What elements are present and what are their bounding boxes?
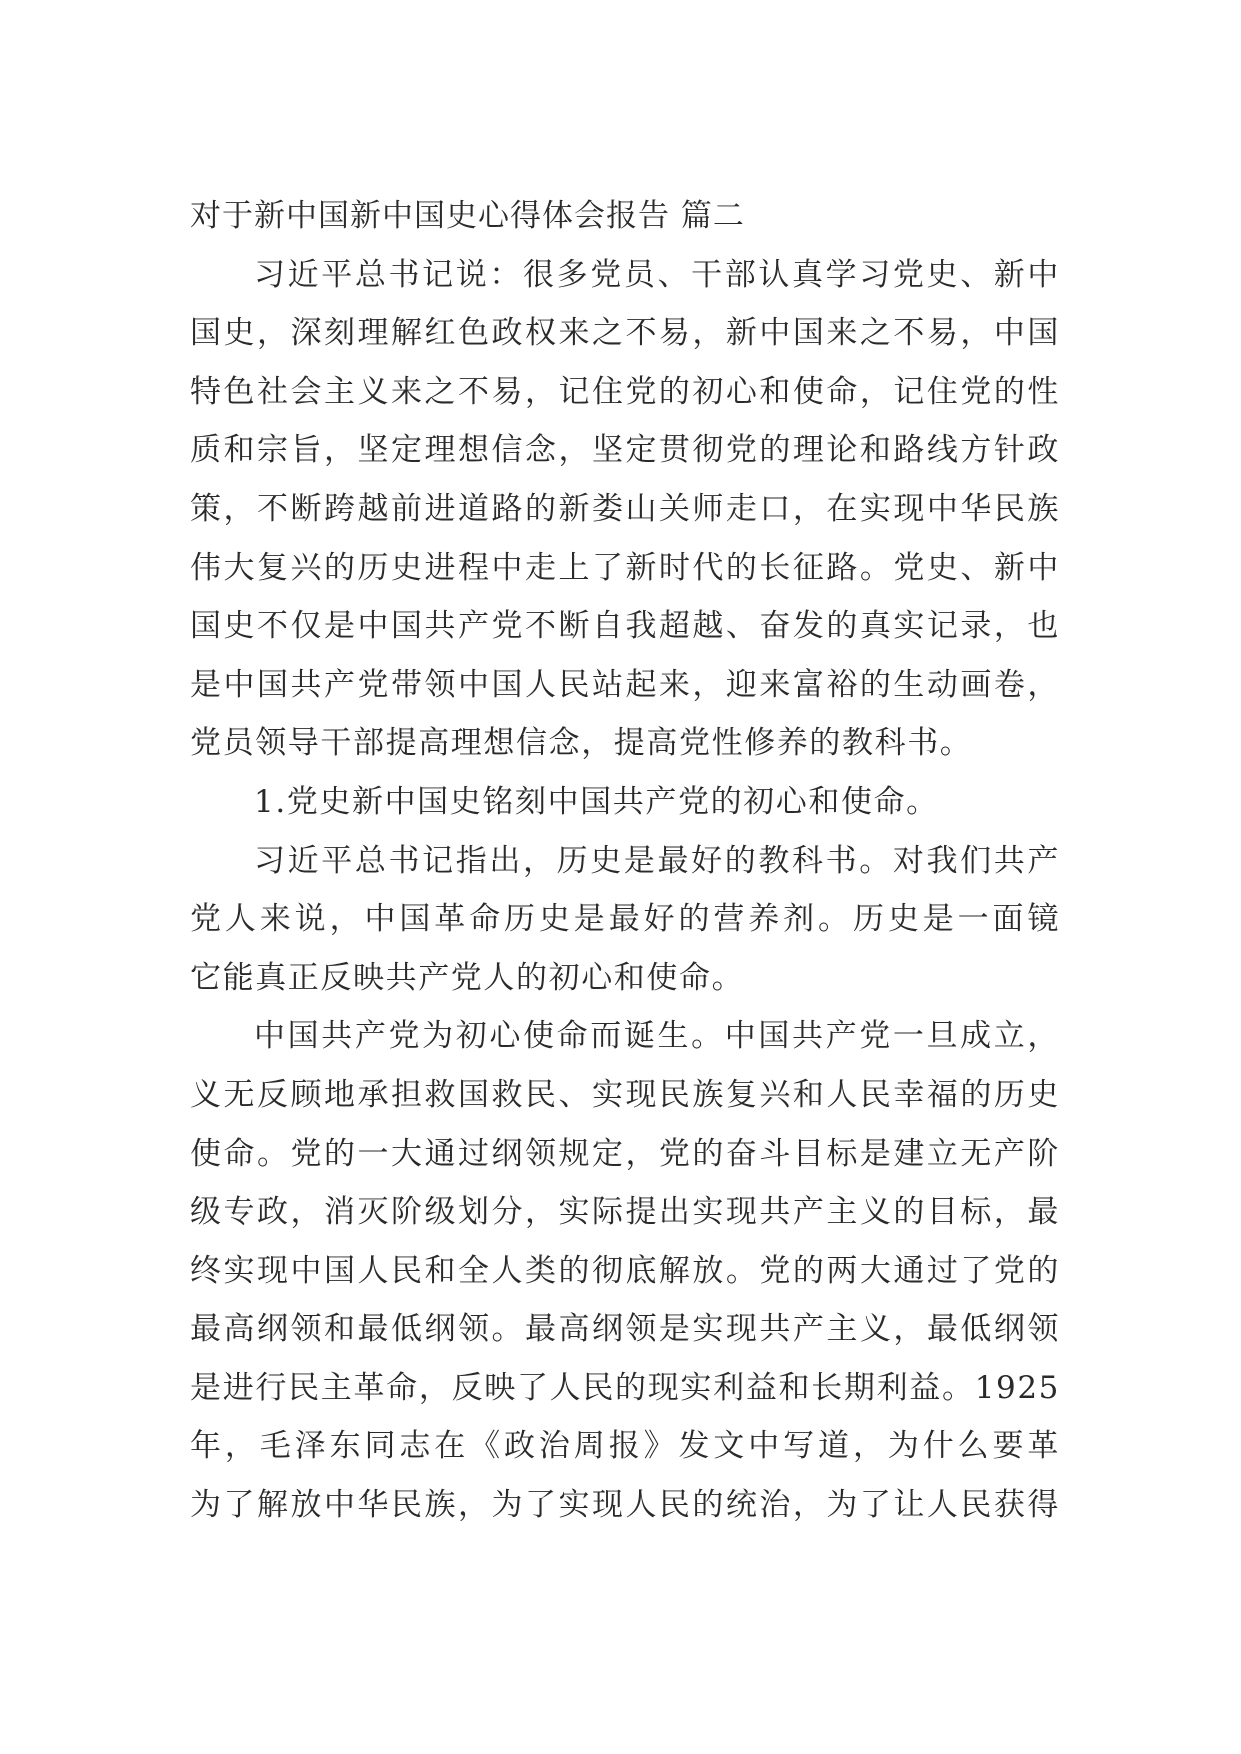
- text-line: 习近平总书记指出，历史是最好的教科书。对我们共产: [254, 842, 1060, 879]
- text-line: 中国共产党为初心使命而诞生。中国共产党一旦成立，: [254, 1018, 1060, 1055]
- text-line: 1.党史新中国史铭刻中国共产党的初心和使命。: [254, 783, 939, 820]
- text-line: 使命。党的一大通过纲领规定，党的奋斗目标是建立无产阶: [190, 1135, 1060, 1172]
- text-line: 它能真正反映共产党人的初心和使命。: [190, 959, 745, 996]
- text-line: 策，不断跨越前进道路的新娄山关师走口，在实现中华民族: [190, 490, 1060, 527]
- document-title: 对于新中国新中国史心得体会报告 篇二: [190, 198, 745, 234]
- text-line: 级专政，消灭阶级划分，实际提出实现共产主义的目标，最: [190, 1194, 1060, 1231]
- text-line: 伟大复兴的历史进程中走上了新时代的长征路。党史、新中: [190, 549, 1060, 586]
- text-line: 是中国共产党带领中国人民站起来，迎来富裕的生动画卷，: [190, 666, 1060, 703]
- text-line: 特色社会主义来之不易，记住党的初心和使命，记住党的性: [190, 373, 1060, 410]
- text-line: 国史不仅是中国共产党不断自我超越、奋发的真实记录，也: [190, 608, 1060, 645]
- text-line: 党人来说，中国革命历史是最好的营养剂。历史是一面镜: [190, 901, 1060, 938]
- text-line: 最高纲领和最低纲领。最高纲领是实现共产主义，最低纲领: [190, 1311, 1060, 1348]
- text-line: 习近平总书记说：很多党员、干部认真学习党史、新中: [254, 256, 1060, 293]
- text-line: 年，毛泽东同志在《政治周报》发文中写道，为什么要革: [190, 1428, 1060, 1465]
- document-lines: [190, 246, 1060, 1535]
- text-line: 是进行民主革命，反映了人民的现实利益和长期利益。1925: [190, 1369, 1060, 1406]
- text-line: 质和宗旨，坚定理想信念，坚定贯彻党的理论和路线方针政: [190, 432, 1060, 469]
- text-line: 党员领导干部提高理想信念，提高党性修养的教科书。: [190, 725, 973, 762]
- text-line: 为了解放中华民族，为了实现人民的统治，为了让人民获得: [190, 1487, 1060, 1524]
- text-line: 义无反顾地承担救国救民、实现民族复兴和人民幸福的历史: [190, 1076, 1060, 1113]
- text-line: 终实现中国人民和全人类的彻底解放。党的两大通过了党的: [190, 1252, 1060, 1289]
- text-line: 国史，深刻理解红色政权来之不易，新中国来之不易，中国: [190, 315, 1060, 352]
- document-body: [190, 187, 1060, 1535]
